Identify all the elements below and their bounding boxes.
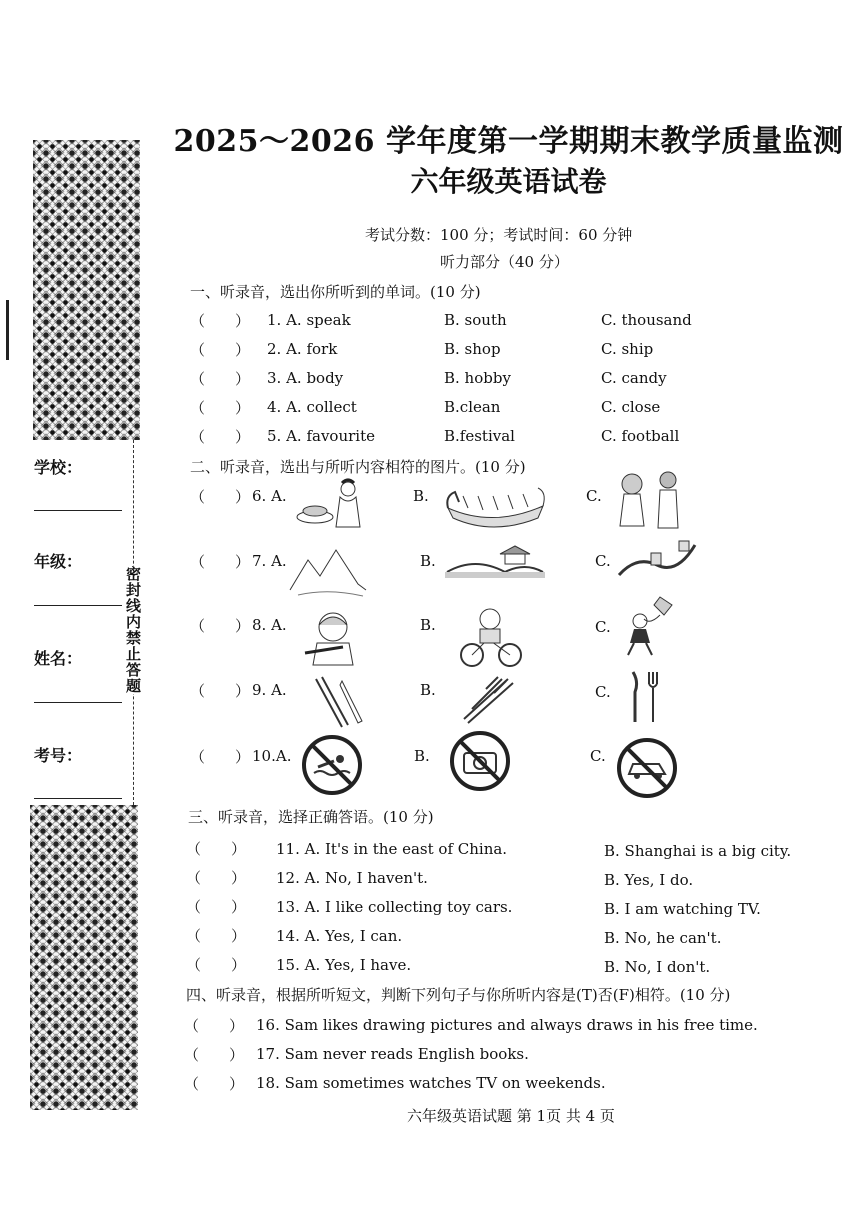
no-camera-icon[interactable]: [448, 729, 512, 793]
exam-title: 2025～2026 学年度第一学期期末教学质量监测: [173, 124, 844, 159]
answer-blank[interactable]: （ ）: [186, 956, 247, 974]
answer-blank[interactable]: （ ）: [184, 1075, 245, 1093]
question-option-a: 11. A. It's in the east of China.: [276, 840, 508, 858]
picture-option-c: C.: [595, 618, 611, 636]
question-option-b: B. Yes, I do.: [604, 871, 694, 889]
exam-info: 考试分数：100 分；考试时间：60 分钟: [365, 226, 633, 244]
answer-blank[interactable]: （ ）: [186, 927, 247, 945]
section4-heading: 四、听录音，根据所听短文，判断下列句子与你所听内容是(T)否(F)相符。(10 分): [186, 986, 731, 1004]
seal-warning: 密封线内禁止答题: [124, 566, 142, 694]
page-footer: 六年级英语试题 第 1页 共 4 页: [407, 1107, 615, 1125]
mooncake-lady-icon[interactable]: [290, 475, 370, 535]
answer-blank[interactable]: （ ）: [190, 370, 251, 388]
option-c: C. ship: [601, 340, 654, 358]
option-a: 2. A. fork: [267, 340, 338, 358]
answer-blank[interactable]: （ ）: [186, 869, 247, 887]
binding-pattern-bottom: [30, 805, 138, 1110]
option-c: C. close: [601, 398, 661, 416]
no-swimming-icon[interactable]: [300, 733, 364, 797]
option-b: B.clean: [444, 398, 501, 416]
picture-option-a: 6. A.: [252, 487, 287, 505]
picture-option-c: C.: [595, 683, 611, 701]
chopsticks-knife-icon[interactable]: [312, 675, 367, 730]
answer-blank[interactable]: （ ）: [186, 898, 247, 916]
picture-option-c: C.: [595, 552, 611, 570]
option-a: 1. A. speak: [267, 311, 351, 329]
picture-option-b: B.: [414, 747, 430, 765]
picture-option-c: C.: [586, 487, 602, 505]
answer-blank[interactable]: （ ）: [190, 553, 251, 571]
name-label: 姓名：: [34, 649, 83, 668]
picture-option-b: B.: [420, 681, 436, 699]
school-label: 学校：: [34, 458, 83, 477]
statement-text: 16. Sam likes drawing pictures and always draws in his free time.: [256, 1016, 758, 1034]
great-wall-icon[interactable]: [617, 535, 697, 585]
picture-option-c: C.: [590, 747, 606, 765]
answer-blank[interactable]: （ ）: [190, 488, 251, 506]
exam-number-label: 考号：: [34, 746, 83, 765]
option-c: C. thousand: [601, 311, 692, 329]
option-b: B. hobby: [444, 369, 511, 387]
picture-option-b: B.: [420, 616, 436, 634]
knife-fork-icon[interactable]: [625, 670, 665, 725]
grade-label: 年级：: [34, 552, 83, 571]
answer-blank[interactable]: （ ）: [190, 341, 251, 359]
section2-heading: 二、听录音，选出与所听内容相符的图片。(10 分): [190, 458, 526, 476]
answer-blank[interactable]: （ ）: [190, 399, 251, 417]
section3-heading: 三、听录音，选择正确答语。(10 分): [188, 808, 434, 826]
question-option-b: B. I am watching TV.: [604, 900, 761, 918]
answer-blank[interactable]: （ ）: [190, 682, 251, 700]
picture-option-a: 7. A.: [252, 552, 287, 570]
margin-mark: [6, 300, 9, 360]
exam-subtitle: 六年级英语试卷: [410, 165, 607, 198]
listening-part-label: 听力部分（40 分）: [440, 253, 569, 271]
answer-blank[interactable]: （ ）: [190, 748, 251, 766]
option-b: B.festival: [444, 427, 515, 445]
chopsticks-fork-icon[interactable]: [458, 675, 518, 725]
picture-option-b: B.: [420, 552, 436, 570]
picture-option-a: 8. A.: [252, 616, 287, 634]
answer-blank[interactable]: （ ）: [184, 1046, 245, 1064]
question-option-a: 14. A. Yes, I can.: [276, 927, 403, 945]
question-option-b: B. No, he can't.: [604, 929, 722, 947]
lion-dance-icon[interactable]: [610, 466, 690, 532]
question-option-a: 12. A. No, I haven't.: [276, 869, 428, 887]
answer-blank[interactable]: （ ）: [184, 1017, 245, 1035]
girl-kite-icon[interactable]: [620, 595, 675, 657]
statement-text: 17. Sam never reads English books.: [256, 1045, 529, 1063]
question-option-b: B. No, I don't.: [604, 958, 711, 976]
answer-blank[interactable]: （ ）: [190, 617, 251, 635]
exam-number-field[interactable]: [34, 798, 122, 799]
school-field[interactable]: [34, 510, 122, 511]
answer-blank[interactable]: （ ）: [190, 312, 251, 330]
boy-flute-icon[interactable]: [303, 607, 363, 667]
option-a: 3. A. body: [267, 369, 344, 387]
no-car-icon[interactable]: [615, 736, 679, 800]
option-a: 4. A. collect: [267, 398, 357, 416]
name-field[interactable]: [34, 702, 122, 703]
option-b: B. shop: [444, 340, 501, 358]
question-option-a: 15. A. Yes, I have.: [276, 956, 412, 974]
picture-option-a: 10.A.: [252, 747, 292, 765]
answer-blank[interactable]: （ ）: [186, 840, 247, 858]
pavilion-bridge-icon[interactable]: [445, 542, 545, 582]
statement-text: 18. Sam sometimes watches TV on weekends.: [256, 1074, 606, 1092]
section1-heading: 一、听录音，选出你所听到的单词。(10 分): [190, 283, 481, 301]
boy-bike-icon[interactable]: [458, 605, 523, 670]
answer-blank[interactable]: （ ）: [190, 428, 251, 446]
grade-field[interactable]: [34, 605, 122, 606]
option-c: C. candy: [601, 369, 667, 387]
mountains-icon[interactable]: [288, 540, 368, 600]
option-a: 5. A. favourite: [267, 427, 375, 445]
question-option-b: B. Shanghai is a big city.: [604, 842, 792, 860]
picture-option-b: B.: [413, 487, 429, 505]
option-c: C. football: [601, 427, 680, 445]
picture-option-a: 9. A.: [252, 681, 287, 699]
question-option-a: 13. A. I like collecting toy cars.: [276, 898, 513, 916]
dragon-boat-icon[interactable]: [443, 478, 548, 533]
option-b: B. south: [444, 311, 507, 329]
